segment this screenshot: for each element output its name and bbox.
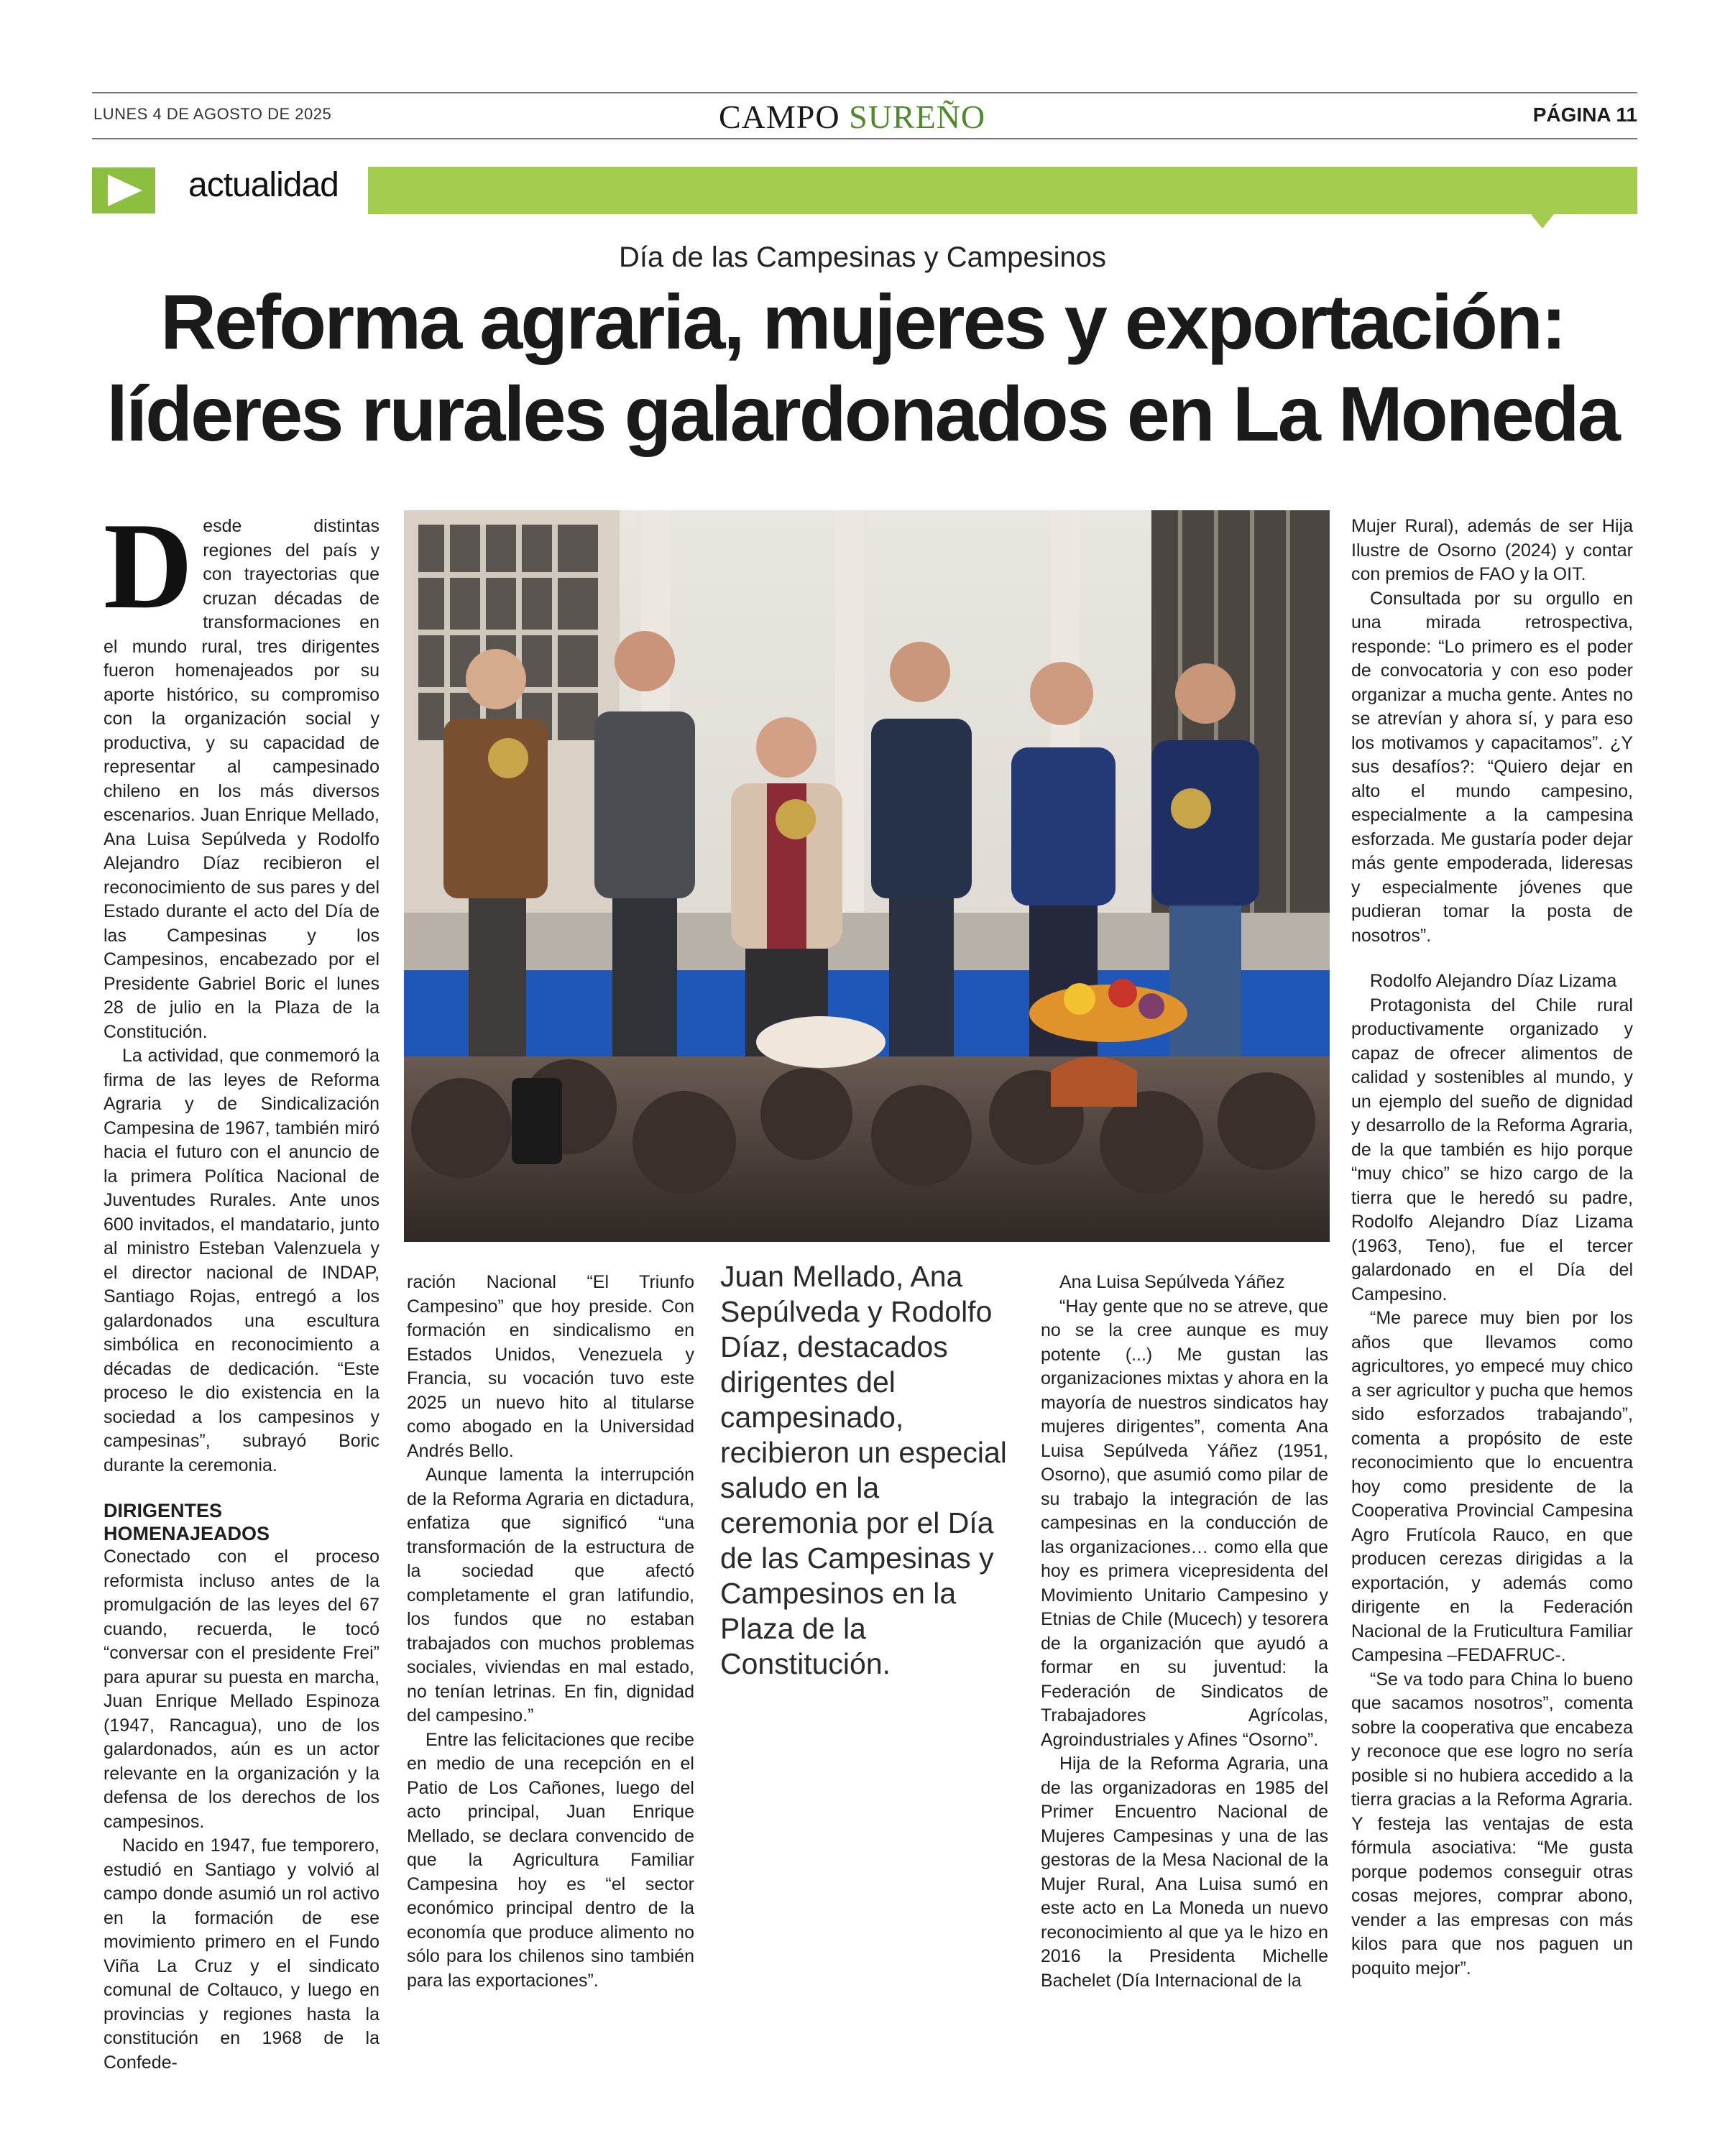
masthead[interactable] [719,98,985,136]
photo-caption: Juan Mellado, Ana Sepúlveda y Rodolfo Díaz, destacados dirigentes del campesinado, recibieron un especial saludo en la ceremonia por el Día de las Campesinas y Campesinos en la Plaza de la Constitución. [720,1260,1007,1680]
article-column-4 [1351,515,1633,1981]
page-number: PÁGINA 11 [1532,103,1637,126]
drop-cap: D [104,498,193,635]
col1-paragraph-3: Conectado con el proceso reformista incluso antes de la promulgación de las leyes del 67 cuando, recuerda, le tocó “conversar con el presidente Frei” para apurar su puesta en marcha, Juan Enrique Mellado Espinoza (1947, Rancagua), uno de los galardonados, aún es un actor relevante en la organización y la defensa de los derechos de los campesinos. [104,1547,380,1832]
col2-paragraph-3: Entre las felicitaciones que recibe en medio de una recepción en el Patio de Los Cañones, luego del acto principal, Juan Enrique Mellado, se declara convencido de que la Agricultura Familiar Campesina hoy es “el sector económico principal dentro de la economía que produce alimento no sólo para los chilenos sino también para las exportaciones”. [407,1729,694,1991]
col2-paragraph-2: Aunque lamenta la interrupción de la Reforma Agraria en dictadura, enfatiza que significó “una transformación de la estructura de la sociedad que afectó completamente el gran latifundio, los fundos que no estaban trabajados con muchos problemas sociales, viviendas en mal estado, no tenían letrinas. En fin, dignidad del campesino.” [407,1465,694,1726]
headline-line-2: líderes rurales galardonados en La Moneda [106,370,1619,457]
col1-paragraph-2: La actividad, que conmemoró la firma de las leyes de Reforma Agraria y de Sindicalización Campesina de 1967, también miró hacia el futuro con el anuncio de la primera Política Nacional de Juventudes Rurales. Ante unos 600 invitados, el mandatario, junto al ministro Esteban Valenzuela y el director nacional de INDAP, Santiago Rojas, entregó a los galardonados una escultura simbólica en reconocimiento a décadas de dedicación. “Este proceso le dio existencia en la sociedad a los campesinos y campesinas”, subrayó Boric durante la ceremonia. [104,1046,380,1475]
col2-paragraph-1: ración Nacional “El Triunfo Campesino” que hoy preside. Con formación en sindicalismo en Estados Unidos, Venezuela y Francia, su vocación tuvo este 2025 un nuevo hito al titularse como abogado en la Universidad Andrés Bello. [407,1272,694,1461]
header-top-rule [92,92,1637,93]
col4-paragraph-1: Mujer Rural), además de ser Hija Ilustre de Osorno (2024) y contar con premios de FAO y la OIT. [1351,516,1633,584]
col1-paragraph-1: esde distintas regiones del país y con trayectorias que cruzan décadas de transformaciones en el mundo rural, tres dirigentes fueron homenajeados por su aporte histórico, su compromiso con la organización social y productiva, y su capacidad de representar al campesinado chileno en los más diversos escenarios. Juan Enrique Mellado, Ana Luisa Sepúlveda y Rodolfo Alejandro Díaz recibieron el reconocimiento de sus pares y del Estado durante el acto del Día de las Campesinas y los Campesinos, encabezado por el Presidente Gabriel Boric el lunes 28 de julio en la Plaza de la Constitución. [104,516,380,1042]
col4-paragraph-5: “Se va todo para China lo bueno que sacamos nosotros”, comenta sobre la cooperativa que encabeza y reconoce que ese logro no sería posible si no hubiera accedido a la tierra gracias a la Reforma Agraria. Y festeja las ventajas de esta fórmula asociativa: “Me gusta porque podemos conseguir otras cosas mejores, comprar abono, vender a las empresas con más kilos para que nos paguen un poquito mejor”. [1351,1669,1633,1978]
article-column-2 [407,1271,694,1993]
header-bottom-rule [92,138,1637,139]
headline-line-1: Reforma agraria, mujeres y exportación: [160,278,1565,365]
col4-paragraph-4: “Me parece muy bien por los años que llevamos como agricultores, yo empecé muy chico a ser agricultor y pucha que hemos sido esforzados trabajando”, comenta a propósito de este reconocimiento que lo encuentra hoy como presidente de la Cooperativa Provincial Campesina Agro Frutícola Rauco, en que producen cerezas dirigidas a la exportación, y además como dirigente en la Federación Nacional de la Fruticultura Familiar Campesina –FEDAFRUC-. [1351,1308,1633,1665]
section-bar-notch [1531,214,1554,229]
article-headline [0,276,1725,460]
play-arrow-icon [92,167,155,213]
col4-paragraph-3: Protagonista del Chile rural productivamente organizado y capaz de ofrecer alimentos de calidad y sostenibles al mundo, y un ejemplo del sueño de dignidad y desarrollo de la Reforma Agraria, de la que también es hijo porque “muy chico” se hizo cargo de la tierra que le heredó su padre, Rodolfo Alejandro Díaz Lizama (1963, Teno), fue el tercer galardonado en el Día del Campesino. [1351,995,1633,1304]
col4-subheading-name: Rodolfo Alejandro Díaz Lizama [1370,971,1617,991]
subheading-dirigentes [104,1499,380,1545]
article-column-1 [104,498,380,2075]
issue-date: LUNES 4 DE AGOSTO DE 2025 [93,105,332,123]
col3-paragraph-1: “Hay gente que no se atreve, que no se la cree aunque es muy potente (...) Me gustan las organizaciones mixtas y ahora en la mayoría de nuestros sindicatos hay mujeres dirigentes”, comenta Ana Luisa Sepúlveda Yáñez (1951, Osorno), que asumió como pilar de su trabajo la integración de las campesinas en la conducción de las organizaciones… como ella que hoy es primera vicepresidenta del Movimiento Unitario Campesino y Etnias de Chile (Mucech) y tesorera de la organización que ayudó a formar en su juventud: la Federación de Sindicatos de Trabajadores Agrícolas, Agroindustriales y Afines “Osorno”. [1041,1296,1328,1750]
col3-subheading-name: Ana Luisa Sepúlveda Yáñez [1059,1272,1285,1292]
subheading-line-2: HOMENAJEADOS [104,1523,270,1544]
article-column-3 [1041,1271,1328,1993]
subheading-line-1: DIRIGENTES [104,1500,223,1521]
masthead-part2: SUREÑO [849,98,986,135]
col3-paragraph-2: Hija de la Reforma Agraria, una de las organizadoras en 1985 del Primer Encuentro Nacional de Mujeres Campesinas y una de las gestoras de la Mesa Nacional de la Mujer Rural, Ana Luisa sumó en este acto en La Moneda un nuevo reconocimiento al que ya le hizo en 2016 la Presidenta Michelle Bachelet (Día Internacional de la [1041,1754,1328,1991]
article-kicker: Día de las Campesinas y Campesinos [618,241,1107,273]
col1-paragraph-4: Nacido en 1947, fue temporero, estudió en Santiago y volvió al campo donde asumió un rol activo en la formación de ese movimiento primero en el Fundo Viña La Cruz y el sindicato comunal de Coltauco, y luego en provincias y regiones hasta la constitución en 1968 de la Confede- [104,1835,380,2073]
section-label: actualidad [188,166,339,204]
article-photo[interactable] [404,510,1330,1242]
section-bar [368,167,1637,214]
masthead-part1: CAMPO [719,98,850,135]
col4-paragraph-2: Consultada por su orgullo en una mirada retrospectiva, responde: “Lo primero es el poder de convocatoria y con eso poder organizar a mucha gente. Antes no se atrevían y ahora sí, y para eso los motivamos y capacitamos”. ¿Y sus desafíos?: “Quiero dejar en alto el mundo campesino, especialmente a la campesina esforzada. Me gustaría poder dejar más gente empoderada, lideresas y especialmente jóvenes que pudieran tomar la posta de nosotros”. [1351,588,1633,946]
